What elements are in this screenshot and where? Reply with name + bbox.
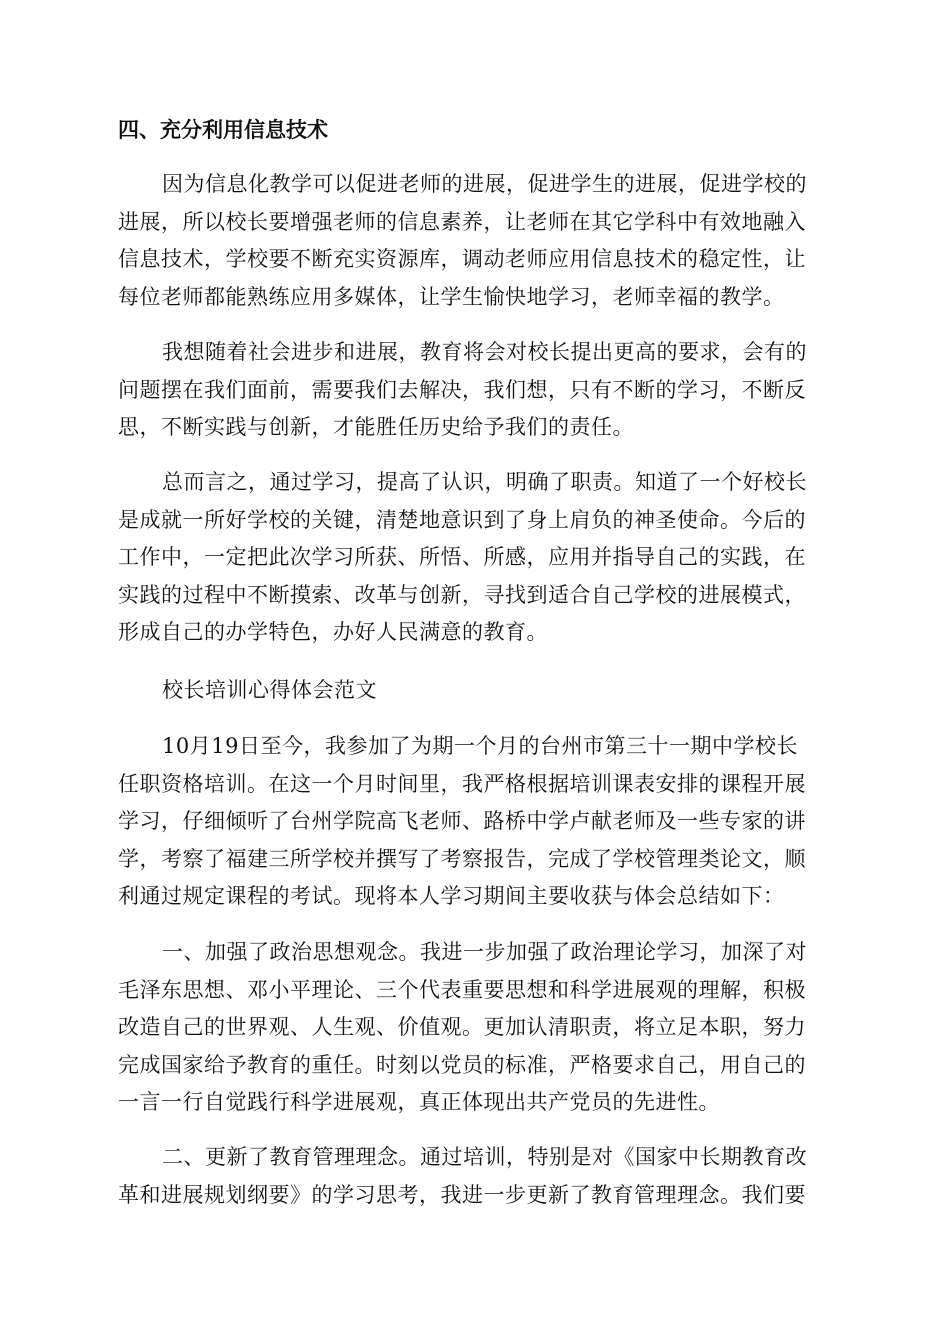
text-line: 利通过规定课程的考试。现将本人学习期间主要收获与体会总结如下：	[118, 884, 785, 908]
text-line: 学，考察了福建三所学校并撰写了考察报告，完成了学校管理类论文，顺	[118, 846, 806, 871]
text-line: 一言一行自觉践行科学进展观，真正体现出共产党员的先进性。	[118, 1090, 720, 1114]
text-line: 实践的过程中不断摸索、改革与创新，寻找到适合自己学校的进展模式，	[118, 582, 806, 607]
section-heading: 四、充分利用信息技术	[118, 118, 328, 142]
text-line: 革和进展规划纲要》的学习思考，我进一步更新了教育管理理念。我们要	[118, 1182, 806, 1207]
text-line: 任职资格培训。在这一个月时间里，我严格根据培训课表安排的课程开展	[118, 771, 806, 796]
text-line: 工作中，一定把此次学习所获、所悟、所感，应用并指导自己的实践，在	[118, 545, 806, 569]
text-line: 思，不断实践与创新，才能胜任历史给予我们的责任。	[118, 415, 634, 439]
text-line: 学习，仔细倾听了台州学院高飞老师、路桥中学卢献老师及一些专家的讲	[118, 809, 806, 833]
text-line: 二、更新了教育管理理念。通过培训，特别是对《国家中长期教育改	[162, 1145, 807, 1169]
text-line: 信息技术，学校要不断充实资源库，调动老师应用信息技术的稳定性，让	[118, 247, 806, 271]
text-line: 是成就一所好学校的关键，清楚地意识到了身上肩负的神圣使命。今后的	[118, 507, 806, 532]
paragraph-future-requirements	[118, 334, 838, 447]
text-line: 问题摆在我们面前，需要我们去解决，我们想，只有不断的学习，不断反	[118, 377, 806, 402]
text-line: 我想随着社会进步和进展，教育将会对校长提出更高的要求，会有的	[162, 340, 807, 364]
essay-subtitle: 校长培训心得体会范文	[162, 678, 377, 702]
paragraph-political-thought	[118, 934, 838, 1122]
text-line: 10月19日至今，我参加了为期一个月的台州市第三十一期中学校长	[162, 734, 798, 758]
text-line: 一、加强了政治思想观念。我进一步加强了政治理论学习，加深了对	[162, 940, 807, 964]
paragraph-conclusion	[118, 464, 838, 652]
paragraph-training-intro	[118, 728, 838, 916]
paragraph-information-technology	[118, 166, 838, 316]
text-line: 形成自己的办学特色，办好人民满意的教育。	[118, 620, 548, 644]
text-line: 每位老师都能熟练应用多媒体，让学生愉快地学习，老师幸福的教学。	[118, 284, 785, 309]
text-line: 总而言之，通过学习，提高了认识，明确了职责。知道了一个好校长	[162, 470, 807, 494]
paragraph-management-concept	[118, 1139, 838, 1214]
text-line: 进展，所以校长要增强老师的信息素养，让老师在其它学科中有效地融入	[118, 209, 806, 234]
text-line: 改造自己的世界观、人生观、价值观。更加认清职责，将立足本职，努力	[118, 1015, 806, 1039]
text-line: 因为信息化教学可以促进老师的进展，促进学生的进展，促进学校的	[162, 172, 807, 196]
text-line: 完成国家给予教育的重任。时刻以党员的标准，严格要求自己，用自己的	[118, 1052, 806, 1077]
text-line: 毛泽东思想、邓小平理论、三个代表重要思想和科学进展观的理解，积极	[118, 977, 806, 1002]
